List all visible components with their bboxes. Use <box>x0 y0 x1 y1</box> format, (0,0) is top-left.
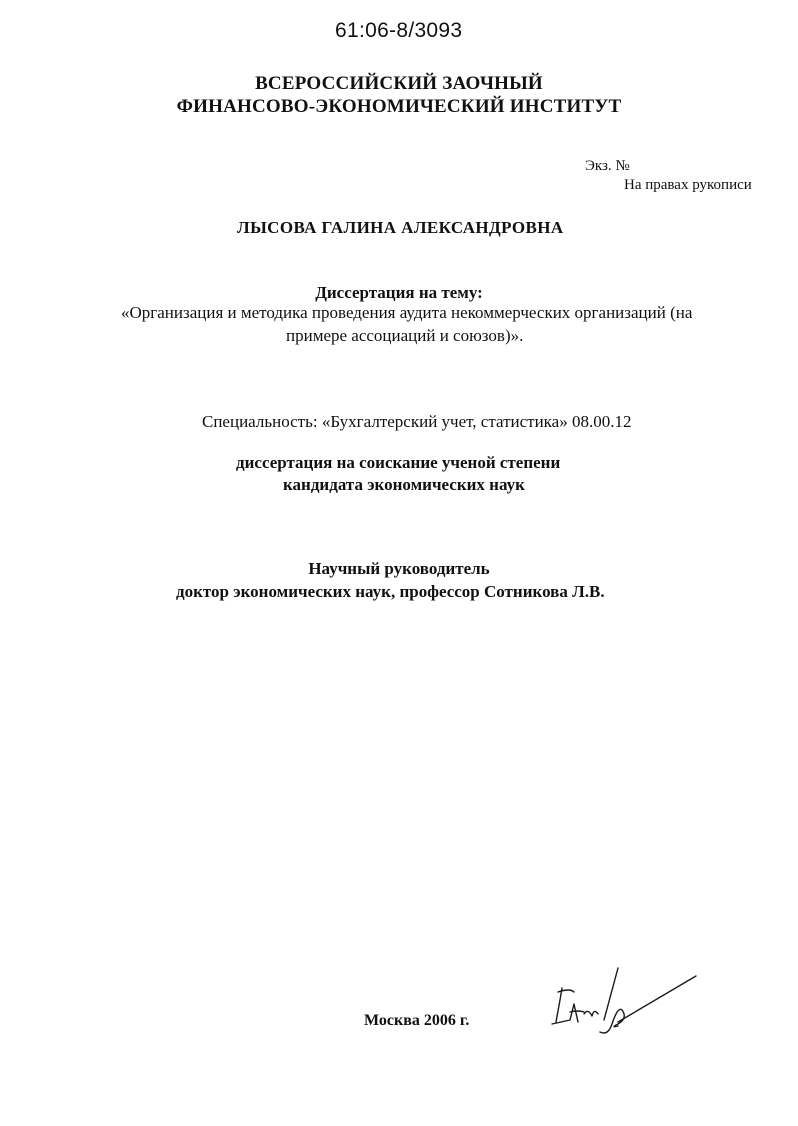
institution-name-line-1: ВСЕРОССИЙСКИЙ ЗАОЧНЫЙ <box>255 73 543 94</box>
manuscript-rights-label: На правах рукописи <box>624 177 752 193</box>
signature-stroke-8 <box>618 976 696 1022</box>
city-year: Москва 2006 г. <box>364 1012 470 1029</box>
archive-stamp-number: 61:06-8/3093 <box>335 19 463 42</box>
copy-number-label: Экз. № <box>585 158 630 174</box>
specialty-text: Специальность: «Бухгалтерский учет, статистика» 08.00.12 <box>202 412 632 431</box>
signature-stroke-6 <box>604 968 618 1020</box>
signature-stroke-4 <box>570 1011 584 1012</box>
signature-stroke-5 <box>584 1011 598 1016</box>
advisor-name: доктор экономических наук, профессор Сотникова Л.В. <box>176 582 605 601</box>
signature-stroke-1 <box>556 988 562 1022</box>
degree-line-1: диссертация на соискание ученой степени <box>236 453 561 472</box>
advisor-label: Научный руководитель <box>308 559 490 578</box>
signature-stroke-2 <box>558 990 574 992</box>
author-name: ЛЫСОВА ГАЛИНА АЛЕКСАНДРОВНА <box>237 218 564 237</box>
degree-line-2: кандидата экономических наук <box>283 475 525 494</box>
dissertation-topic-line-2: примере ассоциаций и союзов)». <box>286 326 524 345</box>
handwritten-signature <box>548 962 703 1042</box>
institution-name-line-2: ФИНАНСОВО-ЭКОНОМИЧЕСКИЙ ИНСТИТУТ <box>176 96 622 117</box>
dissertation-topic-heading: Диссертация на тему: <box>315 283 483 302</box>
dissertation-topic-line-1: «Организация и методика проведения аудита некоммерческих организаций (на <box>121 303 693 322</box>
